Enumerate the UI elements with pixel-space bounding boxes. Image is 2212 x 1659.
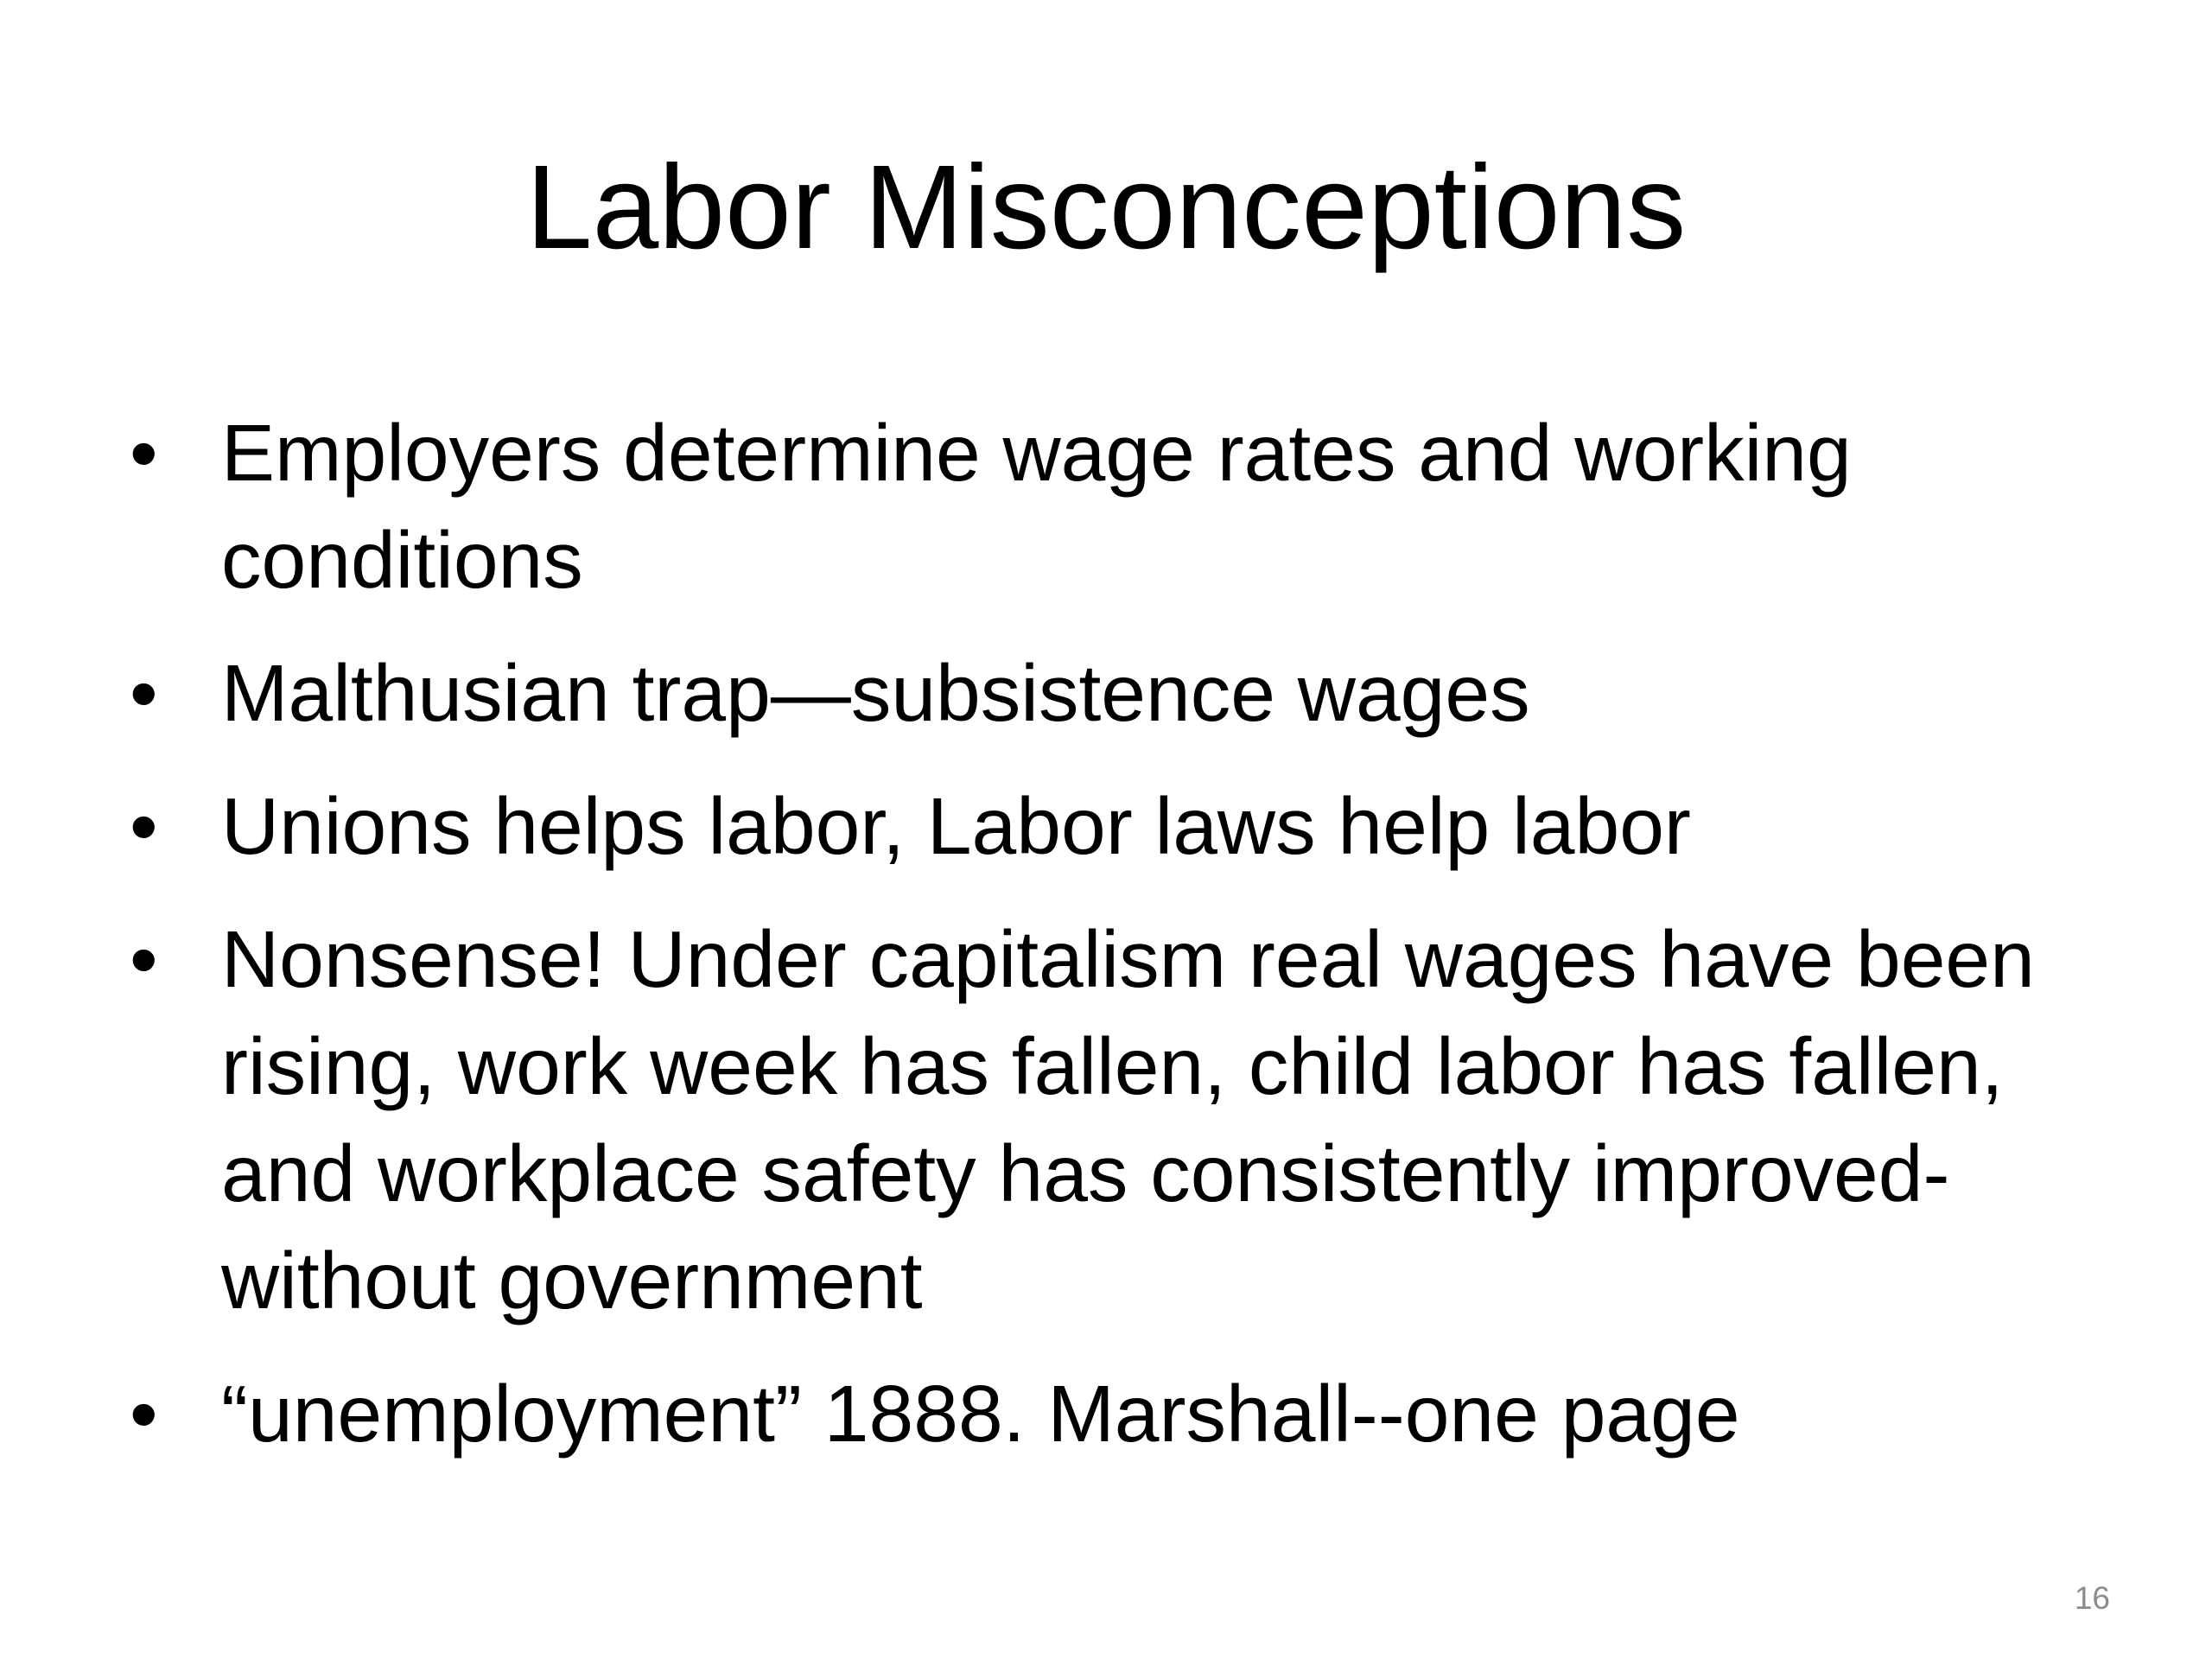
bullet-text: Unions helps labor, Labor laws help labor xyxy=(221,781,1691,871)
bullet-item xyxy=(130,906,2082,1334)
bullet-text: Employers determine wage rates and working conditions xyxy=(221,408,1852,605)
bullet-item xyxy=(130,1360,2082,1467)
bullet-list xyxy=(130,399,2082,1493)
bullet-icon: • xyxy=(130,408,158,498)
bullet-icon: • xyxy=(130,781,158,871)
bullet-icon: • xyxy=(130,1369,158,1459)
bullet-item xyxy=(130,639,2082,747)
bullet-icon: • xyxy=(130,648,158,738)
bullet-text: Malthusian trap—subsistence wages xyxy=(221,648,1530,738)
bullet-text: Nonsense! Under capitalism real wages have been rising, work week has fallen, child labor has fallen, and workplace safety has consistently improved-without government xyxy=(221,914,2035,1325)
bullet-text: “unemployment” 1888. Marshall--one page xyxy=(221,1369,1740,1459)
slide-title: Labor Misconceptions xyxy=(525,141,1687,274)
bullet-item xyxy=(130,399,2082,613)
bullet-item xyxy=(130,772,2082,880)
bullet-icon: • xyxy=(130,914,158,1004)
slide-number: 16 xyxy=(2074,1580,2110,1616)
